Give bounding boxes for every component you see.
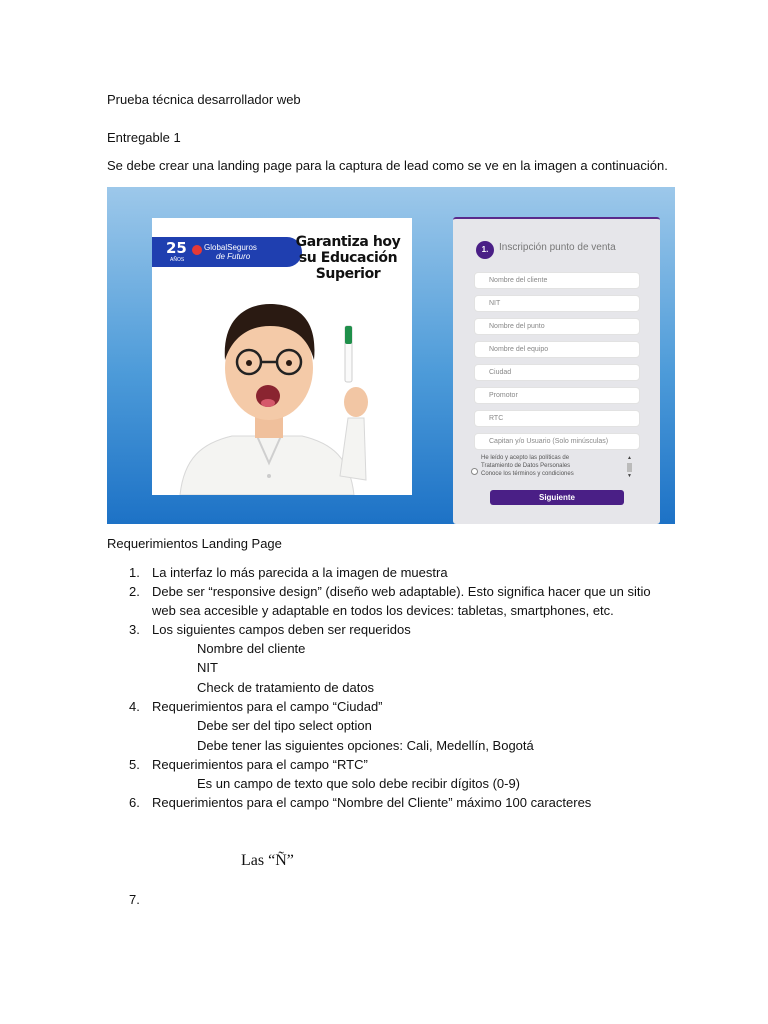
brand-tagline: de Futuro xyxy=(216,252,251,261)
intro-paragraph: Se debe crear una landing page para la captura de lead como se ve en la imagen a continuación. xyxy=(107,158,668,173)
req-number: 4. xyxy=(129,699,140,714)
anniversary-label: AÑOS xyxy=(170,257,185,263)
requirements-title: Requerimientos Landing Page xyxy=(107,536,282,551)
document-heading: Prueba técnica desarrollador web xyxy=(107,92,301,107)
next-button[interactable]: Siguiente xyxy=(490,490,624,505)
req-text: Los siguientes campos deben ser requeridos xyxy=(152,622,411,637)
consent-text: He leído y acepto las políticas de xyxy=(481,455,570,461)
req-text: Requerimientos para el campo “Nombre del Cliente” máximo 100 caracteres xyxy=(152,795,592,810)
point-name-field[interactable]: Nombre del punto xyxy=(474,318,640,335)
landing-page-mockup xyxy=(107,187,675,524)
brand-name: GlobalSeguros xyxy=(204,243,257,252)
req-number: 7. xyxy=(129,892,140,907)
req-text: La interfaz lo más parecida a la imagen de muestra xyxy=(152,565,448,580)
team-name-field[interactable]: Nombre del equipo xyxy=(474,341,640,358)
ad-banner xyxy=(152,218,412,495)
registration-form xyxy=(453,217,660,524)
city-requirement-item: Debe tener las siguientes opciones: Cali, Medellín, Bogotá xyxy=(197,738,534,753)
consent-box xyxy=(471,454,636,484)
city-requirement-item: Debe ser del tipo select option xyxy=(197,718,372,733)
required-field-item: Nombre del cliente xyxy=(197,641,306,656)
city-field[interactable]: Ciudad xyxy=(474,364,640,381)
scroll-up-icon[interactable]: ▲ xyxy=(627,455,632,461)
rtc-field[interactable]: RTC xyxy=(474,410,640,427)
consent-scrollbar[interactable] xyxy=(627,456,632,478)
deliverable-heading: Entregable 1 xyxy=(107,130,181,145)
req-text: Debe ser “responsive design” (diseño web adaptable). Esto significa hacer que un sitio web sea accesible y adaptable en todos los devices: tabletas, smartphones, etc. xyxy=(152,584,651,618)
nit-field[interactable]: NIT xyxy=(474,295,640,312)
note-text: Las “Ñ” xyxy=(241,852,294,869)
scroll-down-icon[interactable]: ▼ xyxy=(627,473,632,479)
req-number: 2. xyxy=(129,584,140,599)
scroll-thumb[interactable] xyxy=(627,463,632,472)
req-number: 1. xyxy=(129,565,140,580)
required-field-item: NIT xyxy=(197,660,218,675)
terms-link[interactable]: Conoce los términos y condiciones xyxy=(481,471,574,477)
client-name-field[interactable]: Nombre del cliente xyxy=(474,272,640,289)
promoter-field[interactable]: Promotor xyxy=(474,387,640,404)
rtc-requirement-item: Es un campo de texto que solo debe recibir dígitos (0-9) xyxy=(197,776,521,791)
req-number: 5. xyxy=(129,757,140,772)
step-indicator: 1. xyxy=(476,241,494,259)
req-text: Requerimientos para el campo “RTC” xyxy=(152,757,368,772)
req-number: 6. xyxy=(129,795,140,810)
consent-radio[interactable] xyxy=(471,468,478,475)
req-number: 3. xyxy=(129,622,140,637)
data-policy-link[interactable]: Tratamiento de Datos Personales xyxy=(481,463,571,469)
required-field-item: Check de tratamiento de datos xyxy=(197,680,375,695)
form-title: Inscripción punto de venta xyxy=(499,242,616,253)
req-text: Requerimientos para el campo “Ciudad” xyxy=(152,699,383,714)
kid-photo-illustration xyxy=(152,218,412,495)
captain-user-field[interactable]: Capitan y/o Usuario (Solo minúsculas) xyxy=(474,433,640,450)
anniversary-number: 25 xyxy=(166,239,187,257)
ad-headline: Garantiza hoy su Educación Superior xyxy=(295,234,401,282)
